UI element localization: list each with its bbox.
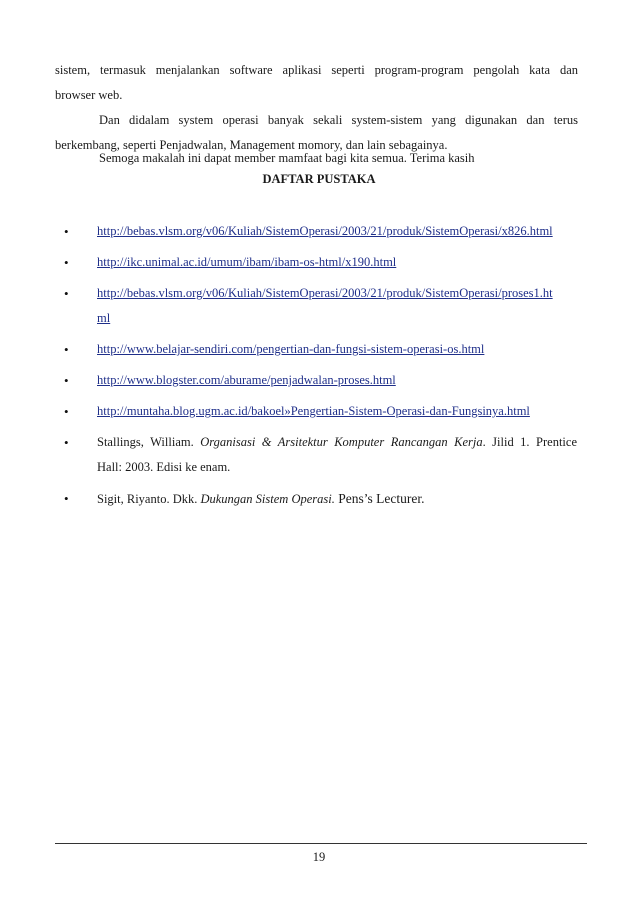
bullet-icon: • bbox=[64, 224, 69, 239]
reference-link-4[interactable]: http://www.belajar-sendiri.com/pengertian-dan-fungsi-sistem-operasi-os.html bbox=[97, 342, 485, 356]
paragraph-2-line-1: Dan didalam system operasi banyak sekali system-sistem yang digunakan dan terus bbox=[99, 113, 578, 127]
reference-7-title: Organisasi & Arsitektur Komputer Rancangan Kerja bbox=[200, 435, 483, 449]
bullet-icon: • bbox=[64, 404, 69, 419]
bullet-icon: • bbox=[64, 255, 69, 270]
reference-7-line-2: Hall: 2003. Edisi ke enam. bbox=[97, 460, 231, 474]
reference-link-5[interactable]: http://www.blogster.com/aburame/penjadwalan-proses.html bbox=[97, 373, 396, 387]
footer-divider bbox=[55, 843, 587, 844]
reference-8-title: Dukungan Sistem Operasi. bbox=[200, 492, 335, 506]
page-number: 19 bbox=[312, 850, 326, 864]
paragraph-2-line-2: berkembang, seperti Penjadwalan, Management momory, dan lain sebagainya. bbox=[55, 138, 448, 152]
bullet-icon: • bbox=[64, 435, 69, 450]
reference-link-6[interactable]: http://muntaha.blog.ugm.ac.id/bakoel»Pengertian-Sistem-Operasi-dan-Fungsinya.html bbox=[97, 404, 530, 418]
bullet-icon: • bbox=[64, 491, 69, 506]
paragraph-1-line-1: sistem, termasuk menjalankan software aplikasi seperti program-program pengolah kata dan bbox=[55, 63, 578, 77]
bullet-icon: • bbox=[64, 286, 69, 301]
reference-link-3-line-1[interactable]: http://bebas.vlsm.org/v06/Kuliah/SistemOperasi/2003/21/produk/SistemOperasi/proses1.ht bbox=[97, 286, 553, 300]
bullet-icon: • bbox=[64, 342, 69, 357]
paragraph-3-line-1: Semoga makalah ini dapat member mamfaat bagi kita semua. Terima kasih bbox=[99, 151, 475, 165]
reference-7-author: Stallings, William. bbox=[97, 435, 194, 449]
reference-7-details: . Jilid 1. Prentice bbox=[482, 435, 577, 449]
paragraph-1-line-2: browser web. bbox=[55, 88, 123, 102]
bibliography-heading: DAFTAR PUSTAKA bbox=[262, 172, 376, 186]
bullet-icon: • bbox=[64, 373, 69, 388]
reference-8-author: Sigit, Riyanto. Dkk. bbox=[97, 492, 198, 506]
paragraph-1 bbox=[55, 58, 578, 108]
reference-link-3-line-2[interactable]: ml bbox=[97, 311, 111, 325]
reference-7-line-1 bbox=[97, 430, 577, 455]
reference-8-details: Pens’s Lecturer. bbox=[334, 491, 425, 506]
reference-link-1[interactable]: http://bebas.vlsm.org/v06/Kuliah/SistemOperasi/2003/21/produk/SistemOperasi/x826.html bbox=[97, 224, 553, 238]
reference-link-2[interactable]: http://ikc.unimal.ac.id/umum/ibam/ibam-os-html/x190.html bbox=[97, 255, 397, 269]
